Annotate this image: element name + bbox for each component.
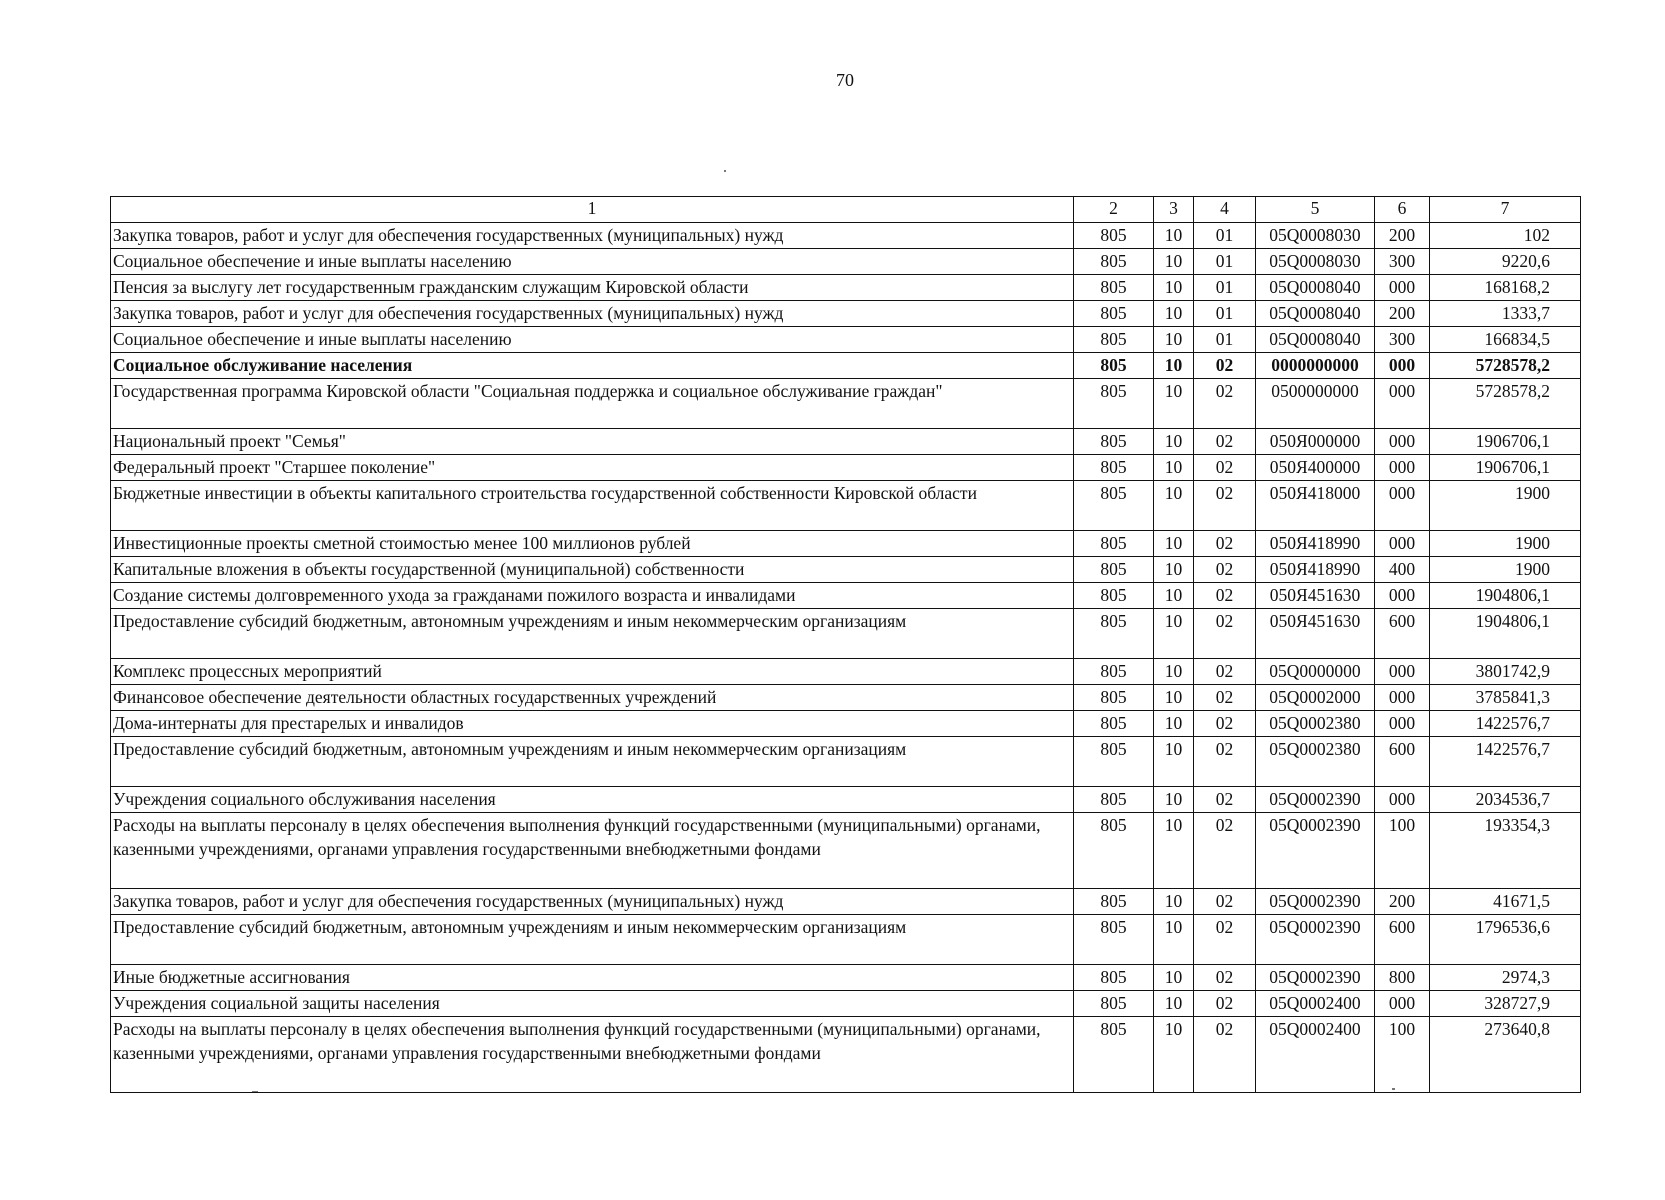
table-row: [111, 787, 1581, 813]
table-row: [111, 711, 1581, 737]
row-name-cell: Государственная программа Кировской области "Социальная поддержка и социальное обслуживание граждан": [111, 379, 1074, 429]
row-code-2-cell: 805: [1074, 353, 1154, 379]
row-amount-cell: 1422576,7: [1430, 737, 1581, 787]
table-row: [111, 301, 1581, 327]
table-header-row: [111, 197, 1581, 223]
row-code-6-cell: 200: [1375, 301, 1430, 327]
row-amount-cell: 3785841,3: [1430, 685, 1581, 711]
row-code-5-cell: 0500000000: [1256, 379, 1375, 429]
row-code-5-cell: 05Q0000000: [1256, 659, 1375, 685]
row-code-6-cell: 200: [1375, 889, 1430, 915]
table-row: [111, 609, 1581, 659]
row-code-6-cell: 000: [1375, 685, 1430, 711]
table-row: [111, 813, 1581, 889]
row-code-6-cell: 000: [1375, 787, 1430, 813]
row-amount-cell: 1906706,1: [1430, 429, 1581, 455]
row-code-5-cell: 05Q0008030: [1256, 249, 1375, 275]
row-code-6-cell: 300: [1375, 327, 1430, 353]
row-amount-cell: 102: [1430, 223, 1581, 249]
row-code-2-cell: 805: [1074, 711, 1154, 737]
row-amount-cell: 168168,2: [1430, 275, 1581, 301]
row-name-cell: Финансовое обеспечение деятельности областных государственных учреждений: [111, 685, 1074, 711]
row-code-6-cell: 100: [1375, 1017, 1430, 1093]
table-row: [111, 223, 1581, 249]
table-row: [111, 275, 1581, 301]
table-row: [111, 531, 1581, 557]
row-code-3-cell: 10: [1154, 531, 1194, 557]
budget-table: [110, 196, 1581, 1093]
row-code-4-cell: 02: [1194, 813, 1256, 889]
header-col-3: 3: [1154, 197, 1194, 223]
table-row: [111, 379, 1581, 429]
row-code-2-cell: 805: [1074, 915, 1154, 965]
table-row: [111, 965, 1581, 991]
table-row: [111, 583, 1581, 609]
row-name-cell: Создание системы долговременного ухода за гражданами пожилого возраста и инвалидами: [111, 583, 1074, 609]
row-code-3-cell: 10: [1154, 813, 1194, 889]
row-code-3-cell: 10: [1154, 301, 1194, 327]
row-code-5-cell: 05Q0008040: [1256, 301, 1375, 327]
row-code-3-cell: 10: [1154, 609, 1194, 659]
row-code-2-cell: 805: [1074, 659, 1154, 685]
row-code-4-cell: 02: [1194, 685, 1256, 711]
row-code-4-cell: 01: [1194, 275, 1256, 301]
row-name-cell: Капитальные вложения в объекты государственной (муниципальной) собственности: [111, 557, 1074, 583]
row-code-6-cell: 600: [1375, 915, 1430, 965]
row-code-2-cell: 805: [1074, 531, 1154, 557]
row-code-5-cell: 05Q0008040: [1256, 327, 1375, 353]
row-amount-cell: 9220,6: [1430, 249, 1581, 275]
row-name-cell: Федеральный проект "Старшее поколение": [111, 455, 1074, 481]
row-code-2-cell: 805: [1074, 965, 1154, 991]
row-code-2-cell: 805: [1074, 889, 1154, 915]
row-code-6-cell: 000: [1375, 275, 1430, 301]
row-code-4-cell: 02: [1194, 915, 1256, 965]
row-code-2-cell: 805: [1074, 991, 1154, 1017]
row-code-2-cell: 805: [1074, 583, 1154, 609]
row-code-2-cell: 805: [1074, 455, 1154, 481]
row-name-cell: Инвестиционные проекты сметной стоимостью менее 100 миллионов рублей: [111, 531, 1074, 557]
row-code-2-cell: 805: [1074, 787, 1154, 813]
row-code-5-cell: 05Q0008040: [1256, 275, 1375, 301]
row-amount-cell: 1422576,7: [1430, 711, 1581, 737]
row-code-2-cell: 805: [1074, 275, 1154, 301]
row-code-5-cell: 050Я400000: [1256, 455, 1375, 481]
row-code-5-cell: 0000000000: [1256, 353, 1375, 379]
row-name-cell: Социальное обеспечение и иные выплаты населению: [111, 249, 1074, 275]
row-amount-cell: 41671,5: [1430, 889, 1581, 915]
row-code-2-cell: 805: [1074, 429, 1154, 455]
row-code-3-cell: 10: [1154, 889, 1194, 915]
row-name-cell: Социальное обслуживание населения: [111, 353, 1074, 379]
row-amount-cell: 193354,3: [1430, 813, 1581, 889]
row-amount-cell: 1904806,1: [1430, 609, 1581, 659]
row-name-cell: Пенсия за выслугу лет государственным гражданским служащим Кировской области: [111, 275, 1074, 301]
row-code-5-cell: 050Я451630: [1256, 609, 1375, 659]
table-row: [111, 481, 1581, 531]
row-code-4-cell: 02: [1194, 659, 1256, 685]
row-code-2-cell: 805: [1074, 557, 1154, 583]
table-row: [111, 353, 1581, 379]
row-code-4-cell: 02: [1194, 455, 1256, 481]
row-name-cell: Предоставление субсидий бюджетным, автономным учреждениям и иным некоммерческим организациям: [111, 609, 1074, 659]
row-code-3-cell: 10: [1154, 275, 1194, 301]
row-code-5-cell: 05Q0008030: [1256, 223, 1375, 249]
row-code-6-cell: 000: [1375, 353, 1430, 379]
row-code-2-cell: 805: [1074, 223, 1154, 249]
row-name-cell: Дома-интернаты для престарелых и инвалидов: [111, 711, 1074, 737]
row-amount-cell: 166834,5: [1430, 327, 1581, 353]
row-amount-cell: 5728578,2: [1430, 379, 1581, 429]
row-name-cell: Комплекс процессных мероприятий: [111, 659, 1074, 685]
row-code-4-cell: 02: [1194, 379, 1256, 429]
row-code-4-cell: 02: [1194, 429, 1256, 455]
row-code-5-cell: 05Q0002400: [1256, 1017, 1375, 1093]
row-name-cell: Предоставление субсидий бюджетным, автономным учреждениям и иным некоммерческим организациям: [111, 915, 1074, 965]
page-number: 70: [836, 70, 854, 90]
row-code-3-cell: 10: [1154, 965, 1194, 991]
row-code-3-cell: 10: [1154, 1017, 1194, 1093]
table-row: [111, 889, 1581, 915]
row-amount-cell: 1904806,1: [1430, 583, 1581, 609]
row-amount-cell: 1900: [1430, 531, 1581, 557]
row-code-6-cell: 000: [1375, 531, 1430, 557]
row-amount-cell: 5728578,2: [1430, 353, 1581, 379]
row-code-6-cell: 600: [1375, 609, 1430, 659]
row-code-3-cell: 10: [1154, 223, 1194, 249]
row-name-cell: Закупка товаров, работ и услуг для обеспечения государственных (муниципальных) нужд: [111, 889, 1074, 915]
row-name-cell: Учреждения социального обслуживания населения: [111, 787, 1074, 813]
row-amount-cell: 2974,3: [1430, 965, 1581, 991]
row-code-5-cell: 050Я451630: [1256, 583, 1375, 609]
row-code-4-cell: 02: [1194, 889, 1256, 915]
row-code-6-cell: 400: [1375, 557, 1430, 583]
row-code-6-cell: 200: [1375, 223, 1430, 249]
row-amount-cell: 273640,8: [1430, 1017, 1581, 1093]
row-code-3-cell: 10: [1154, 685, 1194, 711]
row-amount-cell: 2034536,7: [1430, 787, 1581, 813]
row-name-cell: Социальное обеспечение и иные выплаты населению: [111, 327, 1074, 353]
table-row: [111, 557, 1581, 583]
row-amount-cell: 1900: [1430, 557, 1581, 583]
row-code-6-cell: 600: [1375, 737, 1430, 787]
row-code-3-cell: 10: [1154, 557, 1194, 583]
table-row: [111, 915, 1581, 965]
row-code-4-cell: 02: [1194, 609, 1256, 659]
header-col-5: 5: [1256, 197, 1375, 223]
row-code-4-cell: 01: [1194, 327, 1256, 353]
header-col-7: 7: [1430, 197, 1581, 223]
row-code-3-cell: 10: [1154, 583, 1194, 609]
row-code-5-cell: 05Q0002400: [1256, 991, 1375, 1017]
scan-speck: [724, 170, 726, 172]
row-amount-cell: 1333,7: [1430, 301, 1581, 327]
row-code-4-cell: 01: [1194, 249, 1256, 275]
table-row: [111, 685, 1581, 711]
row-code-4-cell: 02: [1194, 965, 1256, 991]
row-code-3-cell: 10: [1154, 659, 1194, 685]
row-code-4-cell: 02: [1194, 531, 1256, 557]
row-code-4-cell: 02: [1194, 481, 1256, 531]
row-code-5-cell: 05Q0002390: [1256, 915, 1375, 965]
row-name-cell: Бюджетные инвестиции в объекты капитального строительства государственной собственности Кировской области: [111, 481, 1074, 531]
row-code-2-cell: 805: [1074, 1017, 1154, 1093]
row-code-5-cell: 050Я418990: [1256, 557, 1375, 583]
row-code-4-cell: 02: [1194, 991, 1256, 1017]
row-code-5-cell: 05Q0002390: [1256, 965, 1375, 991]
row-amount-cell: 3801742,9: [1430, 659, 1581, 685]
table-row: [111, 429, 1581, 455]
row-amount-cell: 1900: [1430, 481, 1581, 531]
row-code-5-cell: 050Я418990: [1256, 531, 1375, 557]
row-code-5-cell: 05Q0002380: [1256, 711, 1375, 737]
row-name-cell: Расходы на выплаты персоналу в целях обеспечения выполнения функций государственными (муниципальными) органами, казенными учреждениями, органами управления государственными внебюджетными фондами: [111, 1017, 1074, 1093]
row-code-2-cell: 805: [1074, 379, 1154, 429]
row-name-cell: Иные бюджетные ассигнования: [111, 965, 1074, 991]
row-code-3-cell: 10: [1154, 737, 1194, 787]
table-row: [111, 991, 1581, 1017]
row-code-3-cell: 10: [1154, 429, 1194, 455]
row-code-5-cell: 050Я418000: [1256, 481, 1375, 531]
row-amount-cell: 328727,9: [1430, 991, 1581, 1017]
header-col-4: 4: [1194, 197, 1256, 223]
row-code-5-cell: 05Q0002390: [1256, 787, 1375, 813]
row-name-cell: Национальный проект "Семья": [111, 429, 1074, 455]
row-code-3-cell: 10: [1154, 711, 1194, 737]
row-amount-cell: 1906706,1: [1430, 455, 1581, 481]
row-code-6-cell: 000: [1375, 991, 1430, 1017]
table-row: [111, 249, 1581, 275]
row-code-6-cell: 000: [1375, 481, 1430, 531]
row-code-4-cell: 02: [1194, 353, 1256, 379]
table-row: [111, 1017, 1581, 1093]
row-code-3-cell: 10: [1154, 327, 1194, 353]
row-code-2-cell: 805: [1074, 301, 1154, 327]
header-col-2: 2: [1074, 197, 1154, 223]
header-col-6: 6: [1375, 197, 1430, 223]
row-code-2-cell: 805: [1074, 813, 1154, 889]
table-row: [111, 327, 1581, 353]
row-code-3-cell: 10: [1154, 915, 1194, 965]
row-code-6-cell: 000: [1375, 379, 1430, 429]
row-code-5-cell: 050Я000000: [1256, 429, 1375, 455]
table-row: [111, 737, 1581, 787]
row-code-2-cell: 805: [1074, 327, 1154, 353]
row-name-cell: Закупка товаров, работ и услуг для обеспечения государственных (муниципальных) нужд: [111, 301, 1074, 327]
row-code-6-cell: 800: [1375, 965, 1430, 991]
row-code-5-cell: 05Q0002390: [1256, 889, 1375, 915]
table-body: [111, 223, 1581, 1093]
row-code-2-cell: 805: [1074, 685, 1154, 711]
row-code-6-cell: 000: [1375, 429, 1430, 455]
row-code-3-cell: 10: [1154, 353, 1194, 379]
row-code-6-cell: 300: [1375, 249, 1430, 275]
row-code-2-cell: 805: [1074, 609, 1154, 659]
row-code-3-cell: 10: [1154, 991, 1194, 1017]
row-code-4-cell: 02: [1194, 557, 1256, 583]
row-amount-cell: 1796536,6: [1430, 915, 1581, 965]
row-code-5-cell: 05Q0002000: [1256, 685, 1375, 711]
row-code-3-cell: 10: [1154, 455, 1194, 481]
header-col-1: 1: [111, 197, 1074, 223]
table-row: [111, 455, 1581, 481]
row-name-cell: Предоставление субсидий бюджетным, автономным учреждениям и иным некоммерческим организациям: [111, 737, 1074, 787]
row-code-3-cell: 10: [1154, 379, 1194, 429]
row-code-4-cell: 02: [1194, 787, 1256, 813]
row-name-cell: Закупка товаров, работ и услуг для обеспечения государственных (муниципальных) нужд: [111, 223, 1074, 249]
row-code-6-cell: 000: [1375, 583, 1430, 609]
row-code-3-cell: 10: [1154, 249, 1194, 275]
row-name-cell: Учреждения социальной защиты населения: [111, 991, 1074, 1017]
row-code-2-cell: 805: [1074, 249, 1154, 275]
row-code-3-cell: 10: [1154, 787, 1194, 813]
row-code-4-cell: 02: [1194, 737, 1256, 787]
row-name-cell: Расходы на выплаты персоналу в целях обеспечения выполнения функций государственными (муниципальными) органами, казенными учреждениями, органами управления государственными внебюджетными фондами: [111, 813, 1074, 889]
row-code-3-cell: 10: [1154, 481, 1194, 531]
row-code-4-cell: 01: [1194, 301, 1256, 327]
row-code-2-cell: 805: [1074, 737, 1154, 787]
row-code-2-cell: 805: [1074, 481, 1154, 531]
row-code-6-cell: 000: [1375, 711, 1430, 737]
row-code-6-cell: 000: [1375, 659, 1430, 685]
row-code-5-cell: 05Q0002380: [1256, 737, 1375, 787]
table-row: [111, 659, 1581, 685]
row-code-4-cell: 02: [1194, 1017, 1256, 1093]
row-code-4-cell: 02: [1194, 711, 1256, 737]
row-code-4-cell: 01: [1194, 223, 1256, 249]
row-code-6-cell: 000: [1375, 455, 1430, 481]
row-code-6-cell: 100: [1375, 813, 1430, 889]
row-code-4-cell: 02: [1194, 583, 1256, 609]
row-code-5-cell: 05Q0002390: [1256, 813, 1375, 889]
